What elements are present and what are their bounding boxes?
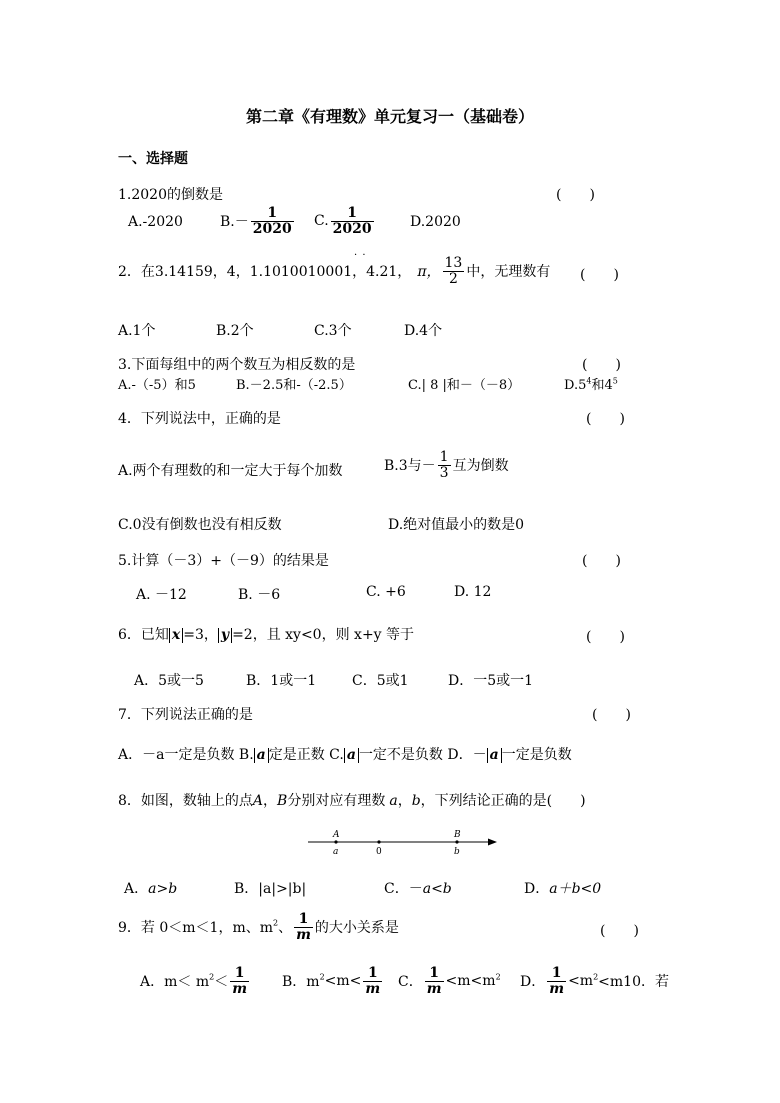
q5-option-b: B. －6 [238,587,281,603]
label-b: b [454,847,460,857]
q2-option-c: C.3个 [314,323,352,339]
q2-stem: 2．在3.14159，4，1.1010010001，4.21， π， $\frac{13}{2}$ 中，无理数有 [118,255,551,287]
number-line-figure [300,826,510,858]
q4-stem: 4．下列说法中，正确的是 [118,411,281,427]
q9-paren: ( ) [600,923,639,939]
q8-option-c: C．－a<b [384,881,452,897]
q8-option-d: D．a＋b<0 [524,881,602,897]
q4-option-d: D.绝对值最小的数是0 [388,517,525,533]
q1-paren: ( ) [556,187,595,203]
q2-option-a: A.1个 [118,323,156,339]
q6-paren: ( ) [586,629,625,645]
q2-repeating-dots: · · [354,250,367,261]
q4-option-a: A.两个有理数的和一定大于每个加数 [118,463,343,479]
q3-option-b: B.－2.5和-（-2.5） [236,378,352,393]
q2-option-d: D.4个 [404,323,443,339]
q9-option-d: D． $\frac{1}{m}$ $<m^2<m10$．若 [520,965,669,997]
q3-paren: ( ) [582,357,621,373]
q4-paren: ( ) [586,411,625,427]
q7-options: A．－a一定是负数 B. a 定是正数 C. a 一定不是负数 D．－ a 一定是负数 [118,747,572,763]
number-line-arrow [488,839,497,846]
q5-option-a: A. －12 [136,587,187,603]
q6-option-c: C．5或1 [352,673,409,689]
q2-paren: ( ) [580,267,619,283]
q8-option-a: A．a>b [124,881,178,897]
q7-paren: ( ) [592,707,631,723]
label-0: 0 [376,847,382,857]
label-a: a [333,847,339,857]
q1-option-a: A.-2020 [128,214,183,230]
q5-paren: ( ) [582,553,621,569]
q9-option-b: B．$m^2<m<$ $\frac{1}{m}$ [282,965,381,997]
q1-stem: 1.2020的倒数是 [118,187,223,203]
q1-option-c: C. $\frac{1}{2020}$ [314,205,372,237]
q2-option-b: B.2个 [216,323,254,339]
q4-option-c: C.0没有倒数也没有相反数 [118,517,282,533]
q4-option-b: B.3与－ $\frac{1}{3}$ 互为倒数 [384,449,509,481]
label-B: B [454,830,461,840]
q9-option-a: A．$m< m^2<$ $\frac{1}{m}$ [140,965,248,997]
q6-option-b: B．1或一1 [246,673,317,689]
q9-option-c: C． $\frac{1}{m}$ $<m<m^2$ [398,965,501,997]
q3-option-c: C.| 8 |和－（－8） [408,378,521,393]
point-zero-dot [377,840,380,843]
q5-stem: 5.计算（－3）+（－9）的结果是 [118,553,329,569]
q9-stem: 9．若 0＜m＜1，m、$m^2$、 $\frac{1}{m}$ 的大小关系是 [118,911,399,943]
q6-stem: 6．已知 x =3， y =2，且 xy<0，则 x+y 等于 [118,627,415,643]
q3-option-a: A.-（-5）和5 [118,378,196,393]
q6-option-a: A．5或一5 [134,673,204,689]
q5-option-c: C. +6 [366,584,406,600]
label-A: A [333,830,340,840]
section-heading: 一、选择题 [118,151,188,167]
q8-stem: 8．如图，数轴上的点A，B分别对应有理数 a，b，下列结论正确的是( ) [118,793,586,809]
q1-option-d: D.2020 [410,214,461,230]
q5-option-d: D. 12 [454,584,492,600]
q8-option-b: B．|a|>|b| [234,881,307,897]
page-title: 第二章《有理数》单元复习一（基础卷） [245,107,534,126]
q1-option-b: B.－ $\frac{1}{2020}$ [220,205,292,237]
q3-option-d: $D.5^4$和$4^5$ [564,376,618,393]
point-a-dot [334,840,337,843]
point-b-dot [455,840,458,843]
q3-stem: 3.下面每组中的两个数互为相反数的是 [118,357,356,373]
q7-stem: 7．下列说法正确的是 [118,707,253,723]
q6-option-d: D．一5或一1 [448,673,534,689]
